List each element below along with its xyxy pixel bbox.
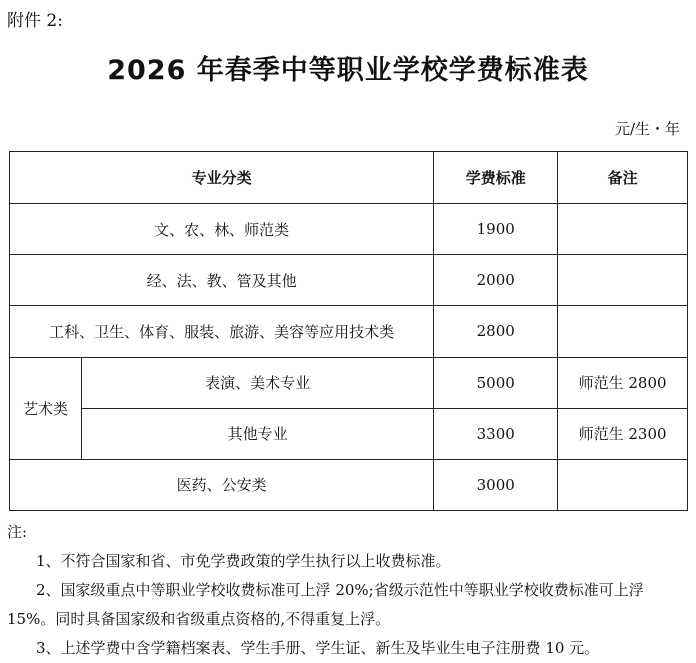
category-cell: 工科、卫生、体育、服装、旅游、美容等应用技术类 [10,306,434,357]
category-cell: 其他专业 [81,408,433,459]
category-cell: 表演、美术专业 [81,357,433,408]
table-row [10,306,688,357]
column-header-category: 专业分类 [10,152,434,204]
note-cell: 师范生 2800 [558,357,688,408]
table-row [10,408,688,459]
category-cell: 文、农、林、师范类 [10,204,434,255]
note-cell [558,204,688,255]
fee-cell: 5000 [434,357,558,408]
notes-section [7,518,689,663]
category-cell: 医药、公安类 [10,459,434,510]
unit-label: 元/生・年 [614,120,680,138]
category-cell: 经、法、教、管及其他 [10,255,434,306]
table-row [10,459,688,510]
fee-cell: 3000 [434,459,558,510]
column-header-note: 备注 [558,152,688,204]
fee-table [9,151,688,511]
note-item: 2、国家级重点中等职业学校收费标准可上浮 20%;省级示范性中等职业学校收费标准可上浮 15%。同时具备国家级和省级重点资格的,不得重复上浮。 [7,581,644,628]
table-row [10,255,688,306]
table-header-row [10,152,688,204]
fee-cell: 1900 [434,204,558,255]
fee-cell: 3300 [434,408,558,459]
note-cell: 师范生 2300 [558,408,688,459]
attachment-label: 附件 2: [7,11,63,31]
note-cell [558,459,688,510]
note-item: 3、上述学费中含学籍档案表、学生手册、学生证、新生及毕业生电子注册费 10 元。 [36,639,600,657]
note-item: 1、不符合国家和省、市免学费政策的学生执行以上收费标准。 [36,552,451,570]
note-cell [558,255,688,306]
column-header-fee: 学费标准 [434,152,558,204]
page-title: 2026 年春季中等职业学校学费标准表 [107,55,589,86]
note-cell [558,306,688,357]
table-row [10,204,688,255]
notes-heading: 注: [7,523,28,541]
fee-cell: 2000 [434,255,558,306]
table-row [10,357,688,408]
fee-cell: 2800 [434,306,558,357]
art-group-cell: 艺术类 [10,357,82,459]
